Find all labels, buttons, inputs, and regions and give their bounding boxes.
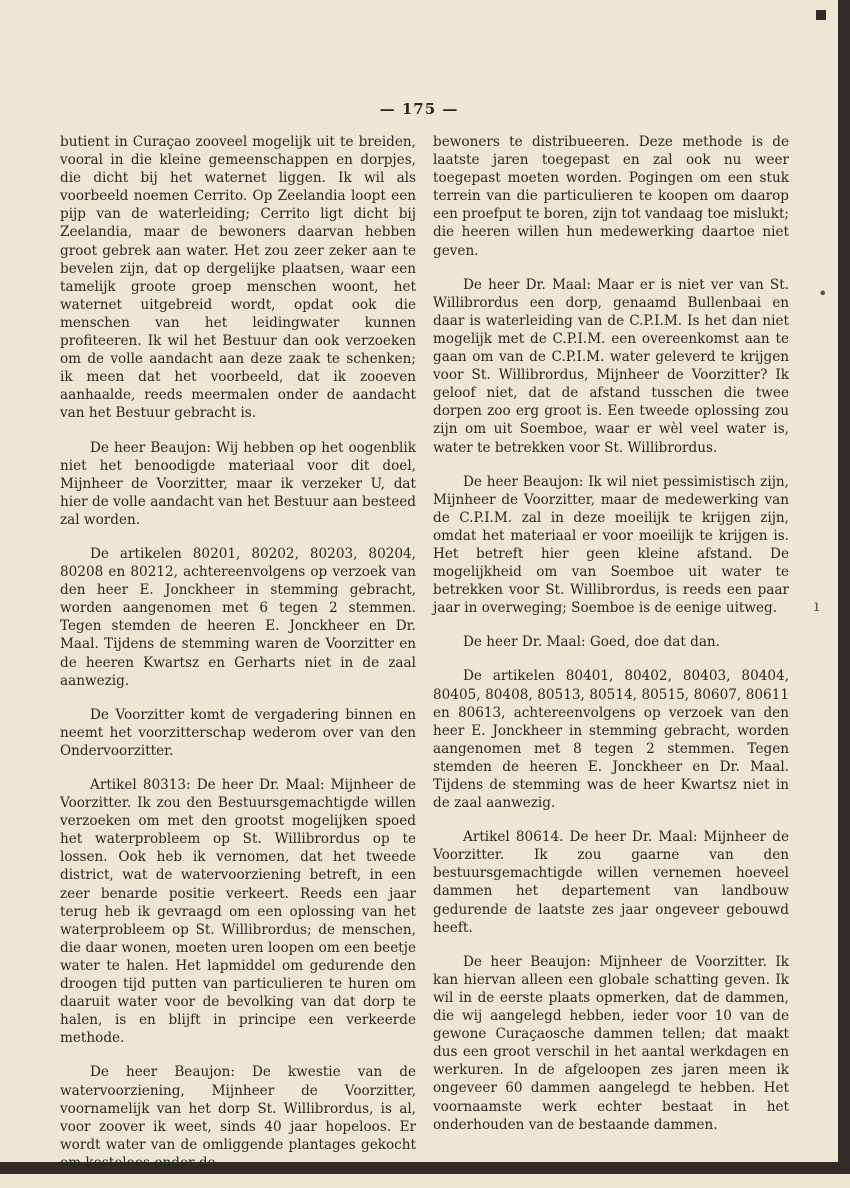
paragraph: butient in Curaçao zooveel mogelijk uit te breiden, vooral in die kleine gemeenschappen en dorpjes, die dicht bij het waternet liggen. Ik wil als voorbeeld noemen Cerrito. Op Zeelandia loopt een pijp van de waterleiding; Cerrito ligt dicht bij Zeelandia, maar de bewoners daarvan hebben groot gebrek aan water. Het zou zeer zeker aan te bevelen zijn, dat op dergelijke plaatsen, waar een tamelijk groote groep menschen woont, het waternet uitgebreid wordt, opdat ook die menschen van het leidingwater kunnen profiteeren. Ik wil het Bestuur dan ook verzoeken om de volle aandacht aan deze zaak te schenken; ik meen dat het voorbeeld, dat ik zooeven aanhaalde, reeds meermalen onder de aandacht van het Bestuur gebracht is. (60, 134, 416, 422)
paragraph: Artikel 80313: De heer Dr. Maal: Mijnheer de Voorzitter. Ik zou den Bestuursgemachtigde willen verzoeken om met den grootst mogelijken spoed het waterprobleem op St. Willibrordus op te lossen. Ook heb ik vernomen, dat het tweede district, wat de watervoorziening betreft, in een zeer benarde positie verkeert. Reeds een jaar terug heb ik gevraagd om een oplossing van het waterprobleem op St. Willibrordus; de menschen, die daar wonen, moeten uren loopen om een beetje water te halen. Het lapmiddel om gedurende den droogen tijd putten van particulieren te huren om daaruit water voor de bevolking van dat dorp te halen, is en blijft in principe een verkeerde methode. (60, 777, 416, 1047)
paragraph: De heer Beaujon: Wij hebben op het oogenblik niet het benoodigde materiaal voor dit doel, Mijnheer de Voorzitter, maar ik verzeker U, dat hier de volle aandacht van het Bestuur aan besteed zal worden. (60, 439, 416, 528)
paragraph: bewoners te distribueeren. Deze methode is de laatste jaren toegepast en zal ook nu weer toegepast moeten worden. Pogingen om een stuk terrein van die particulieren te koopen om daarop een proefput te boren, zijn tot vandaag toe mislukt; die heeren willen hun medewerking daartoe niet geven. (433, 134, 789, 259)
scan-speck: • (818, 284, 828, 303)
paragraph: De heer Beaujon: De kwestie van de watervoorziening, Mijnheer de Voorzitter, voornamelijk van het dorp St. Willibrordus, is al, voor zoover ik weet, sinds 40 jaar hopeloos. Er wordt water van de omliggende plantages gekocht om kosteloos onder de (60, 1064, 416, 1171)
page-number: — 175 — (379, 100, 459, 118)
scan-corner (816, 10, 826, 20)
paragraph: De heer Beaujon: Mijnheer de Voorzitter. Ik kan hiervan alleen een globale schatting geven. Ik wil in de eerste plaats opmerken, dat de dammen, die wij aangelegd hebben, ieder voor 10 van de gewone Curaçaosche dammen tellen; dat maakt dus een groot verschil in het aantal werkdagen en werkuren. In de afgeloopen zes jaren meen ik ongeveer 60 dammen aangelegd te hebben. Het voornaamste werk echter bestaat in het onderhouden van de bestaande dammen. (433, 953, 789, 1133)
paragraph: De artikelen 80401, 80402, 80403, 80404, 80405, 80408, 80513, 80514, 80515, 80607, 80611 en 80613, achtereenvolgens op verzoek van den heer E. Jonckheer in stemming gebracht, worden aangenomen met 8 tegen 2 stemmen. Tegen stemden de heeren E. Jonckheer en Dr. Maal. Tijdens de stemming was de heer Kwartsz niet in de zaal aanwezig. (433, 668, 789, 812)
paragraph: De heer Beaujon: Ik wil niet pessimistisch zijn, Mijnheer de Voorzitter, maar de medewerking van de C.P.I.M. zal in deze moeilijk te krijgen zijn, omdat het materiaal er voor moeilijk te krijgen is. Het betreft hier geen kleine afstand. De mogelijkheid om van Soemboe uit water te betrekken voor St. Willibrordus, is reeds een paar jaar in overweging; Soemboe is de eenige uitweg. (433, 473, 789, 617)
paragraph: Artikel 80614. De heer Dr. Maal: Mijnheer de Voorzitter. Ik zou gaarne van den bestuursgemachtigde willen vernemen hoeveel dammen het departement van landbouw gedurende de laatste zes jaar ongeveer gebouwd heeft. (433, 829, 789, 936)
scan-speck: ı (814, 596, 820, 615)
paragraph: De Voorzitter komt de vergadering binnen en neemt het voorzitterschap wederom over van den Ondervoorzitter. (60, 706, 416, 759)
paragraph: De heer Dr. Maal: Goed, doe dat dan. (463, 634, 721, 651)
paragraph: De heer Dr. Maal: Maar er is niet ver van St. Willibrordus een dorp, genaamd Bullenbaai en daar is waterleiding van de C.P.I.M. Is het dan niet mogelijk met de C.P.I.M. een overeenkomst aan te gaan om van de C.P.I.M. water geleverd te krijgen voor St. Willibrordus, Mijnheer de Voorzitter? Ik geloof niet, dat de afstand tusschen die twee dorpen zoo erg groot is. Een tweede oplossing zou zijn om uit Soemboe, waar er wèl veel water is, water te betrekken voor St. Willibrordus. (433, 276, 789, 456)
left-column (60, 133, 416, 1188)
right-column (433, 133, 789, 1150)
paragraph: De artikelen 80201, 80202, 80203, 80204, 80208 en 80212, achtereenvolgens op verzoek van den heer E. Jonckheer in stemming gebracht, worden aangenomen met 6 tegen 2 stemmen. Tegen stemden de heeren E. Jonckheer en Dr. Maal. Tijdens de stemming waren de Voorzitter en de heeren Kwartsz en Gerharts niet in de zaal aanwezig. (60, 545, 416, 689)
